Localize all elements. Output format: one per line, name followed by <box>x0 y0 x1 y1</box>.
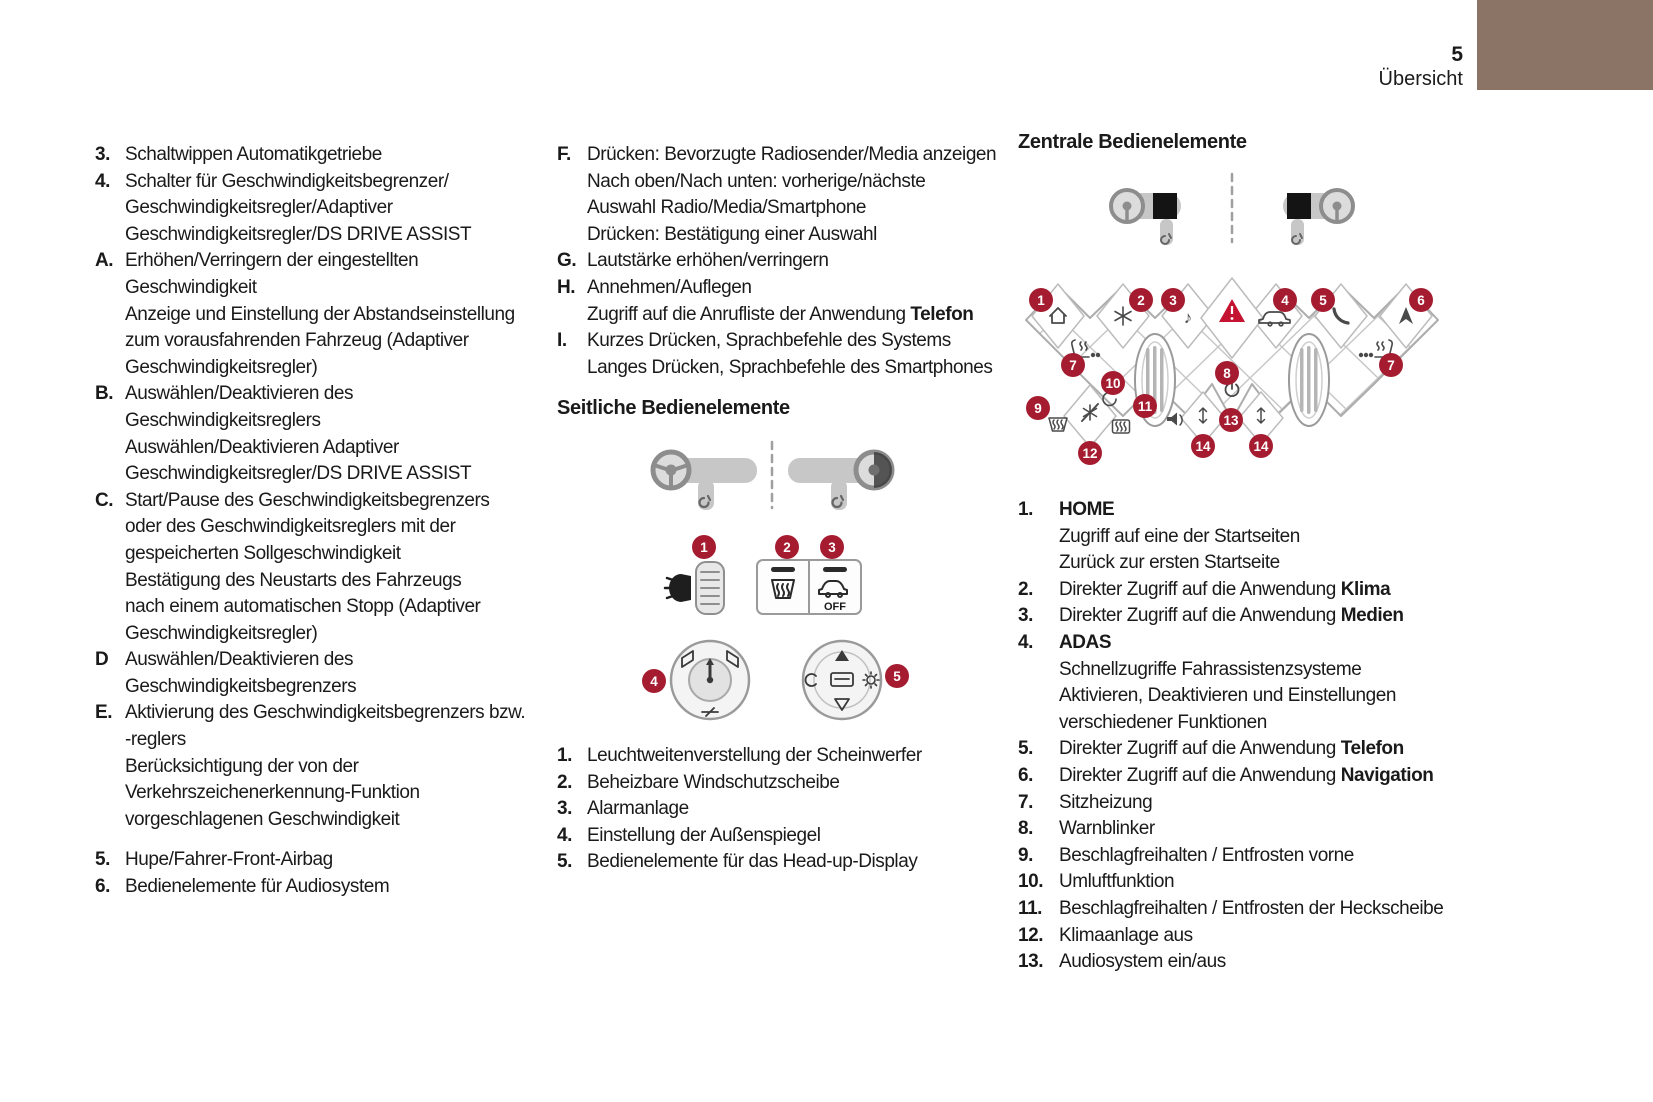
item-label: B. <box>95 383 114 405</box>
steering-wheel-controls-list-2 <box>557 142 1002 381</box>
item-label: F. <box>557 144 571 165</box>
item-label: 1. <box>1018 499 1033 520</box>
side-controls-diagram <box>600 440 945 722</box>
item-label: 4. <box>1018 631 1033 653</box>
list-item <box>1018 790 1488 817</box>
list-item <box>557 770 987 797</box>
list-item <box>557 328 1002 381</box>
corner-color-block <box>1477 0 1653 90</box>
item-text: Direkter Zugriff auf die Anwendung Telefon <box>1059 738 1404 760</box>
list-item <box>95 169 545 249</box>
item-text: Auswählen/Deaktivieren des Geschwindigkeitsreglers Auswählen/Deaktivieren Adaptiver Geschwindigkeitsregler/DS DRIVE ASSIST <box>125 383 472 485</box>
air-vent-icon <box>1289 334 1329 426</box>
right-steering-column-icon <box>1283 190 1353 245</box>
item-label: 3. <box>1018 605 1033 627</box>
item-label: 2. <box>557 771 572 793</box>
list-item <box>1018 923 1488 950</box>
list-item <box>95 700 545 833</box>
page-number: 5 <box>1451 43 1463 66</box>
item-label: 12. <box>1018 924 1044 946</box>
item-text: ADAS Schnellzugriffe Fahrassistenzsysteme Aktivieren, Deaktivieren und Einstellungen verschiedener Funktionen <box>1059 631 1397 733</box>
display-icon <box>1153 193 1177 219</box>
item-text: Bedienelemente für Audiosystem <box>125 876 390 898</box>
item-text: Erhöhen/Verringern der eingestellten Geschwindigkeit Anzeige und Einstellung der Abstandseinstellung zum vorausfahrenden Fahrzeug (Adaptiver Geschwindigkeitsregler) <box>125 250 515 378</box>
diagram-badge: 4 <box>642 669 666 693</box>
diagram-badge: 4 <box>1273 288 1297 312</box>
item-text: Klimaanlage aus <box>1059 924 1193 946</box>
button-slot <box>823 567 847 572</box>
central-controls-heading: Zentrale Bedienelemente <box>1018 131 1247 153</box>
right-steering-column-icon <box>788 452 892 510</box>
item-text: Start/Pause des Geschwindigkeitsbegrenzers oder des Geschwindigkeitsreglers mit der gespeicherten Sollgeschwindigkeit Bestätigung des Neustarts des Fahrzeugs nach einem automatischen Stopp (Adaptiver Geschwindigkeitsregler) <box>125 489 490 644</box>
item-label: 5. <box>557 851 572 873</box>
list-item <box>95 847 545 874</box>
list-item <box>1018 603 1488 630</box>
side-buttons-panel <box>757 560 861 614</box>
list-item <box>557 743 987 770</box>
diagram-badge: 9 <box>1026 396 1050 420</box>
item-text: Beschlagfreihalten / Entfrosten vorne <box>1059 844 1354 866</box>
diagram-badge: 1 <box>1029 288 1053 312</box>
item-text: Direkter Zugriff auf die Anwendung Navigation <box>1059 764 1434 786</box>
list-item <box>1018 763 1488 790</box>
item-text: Hupe/Fahrer-Front-Airbag <box>125 849 333 871</box>
list-item <box>1018 896 1488 923</box>
central-controls-list <box>1018 497 1488 976</box>
list-item <box>1018 497 1488 577</box>
list-item <box>95 874 545 901</box>
diagram-badge: 3 <box>1161 288 1185 312</box>
mirror-adjust-icon <box>671 641 749 719</box>
list-item <box>557 275 1002 328</box>
item-label: D <box>95 649 109 671</box>
steering-wheel-controls-list <box>95 142 545 901</box>
page-header <box>1379 42 1463 92</box>
diagram-badge: 2 <box>775 535 799 559</box>
item-label: 3. <box>557 798 572 820</box>
list-item <box>557 142 1002 248</box>
diagram-badge: 14 <box>1249 434 1273 458</box>
list-item <box>95 381 545 487</box>
list-item <box>557 849 987 876</box>
list-item <box>1018 869 1488 896</box>
hud-control-icon <box>803 641 881 719</box>
item-text: Direkter Zugriff auf die Anwendung Klima <box>1059 578 1391 600</box>
item-label: 13. <box>1018 951 1044 973</box>
list-item <box>95 248 545 381</box>
item-label: 7. <box>1018 791 1033 813</box>
item-text: Beschlagfreihalten / Entfrosten der Heckscheibe <box>1059 897 1444 919</box>
item-text: Leuchtweitenverstellung der Scheinwerfer <box>587 745 922 766</box>
list-item <box>95 142 545 169</box>
list-item <box>1018 816 1488 843</box>
list-item <box>557 248 1002 275</box>
item-text: Audiosystem ein/aus <box>1059 951 1226 973</box>
item-text: Sitzheizung <box>1059 791 1153 813</box>
diagram-badge: 1 <box>692 535 716 559</box>
list-item <box>1018 843 1488 870</box>
item-text: Bedienelemente für das Head-up-Display <box>587 851 918 873</box>
item-text: Einstellung der Außenspiegel <box>587 824 821 846</box>
item-text: Beheizbare Windschutzscheibe <box>587 771 840 793</box>
central-controls-art <box>1013 168 1443 483</box>
left-steering-column-icon <box>653 452 757 510</box>
item-label: E. <box>95 702 113 724</box>
item-text: Warnblinker <box>1059 818 1155 840</box>
side-controls-list <box>557 743 987 876</box>
alarm-off-label: OFF <box>824 601 846 613</box>
item-label: 8. <box>1018 818 1033 840</box>
diagram-badge: 10 <box>1101 371 1125 395</box>
item-label: G. <box>557 250 577 272</box>
diagram-badge: 2 <box>1129 288 1153 312</box>
list-item <box>1018 577 1488 604</box>
item-text: Drücken: Bevorzugte Radiosender/Media anzeigen Nach oben/Nach unten: vorherige/nächste Auswahl Radio/Media/Smartphone Drücken: Bestätigung einer Auswahl <box>587 144 997 245</box>
item-text: Direkter Zugriff auf die Anwendung Medien <box>1059 605 1404 627</box>
item-label: 2. <box>1018 578 1033 600</box>
diagram-badge: 8 <box>1215 361 1239 385</box>
item-label: 1. <box>557 745 572 766</box>
section-title: Übersicht <box>1378 68 1463 90</box>
side-controls-heading: Seitliche Bedienelemente <box>557 397 790 419</box>
item-text: Kurzes Drücken, Sprachbefehle des Systems Langes Drücken, Sprachbefehle des Smartphones <box>587 330 993 378</box>
diagram-badge: 12 <box>1078 441 1102 465</box>
item-text: Lautstärke erhöhen/verringern <box>587 250 829 272</box>
list-item <box>557 823 987 850</box>
button-slot <box>771 567 795 572</box>
item-text: Annehmen/Auflegen Zugriff auf die Anrufliste der Anwendung Telefon <box>587 276 974 325</box>
item-label: 6. <box>1018 764 1033 786</box>
list-item <box>1018 736 1488 763</box>
diagram-badge: 5 <box>885 664 909 688</box>
list-item <box>95 488 545 648</box>
rear-defrost-icon <box>1113 420 1130 433</box>
list-item <box>95 647 545 700</box>
item-text: Alarmanlage <box>587 798 689 820</box>
item-text: Schaltwippen Automatikgetriebe <box>125 144 382 165</box>
item-label: I. <box>557 330 567 352</box>
item-label: 3. <box>95 144 110 165</box>
diagram-badge: 14 <box>1191 434 1215 458</box>
item-label: 11. <box>1018 897 1043 919</box>
item-text: HOME Zugriff auf eine der Startseiten Zurück zur ersten Startseite <box>1059 499 1300 574</box>
item-label: H. <box>557 276 576 298</box>
media-note-icon: ♪ <box>1183 308 1193 327</box>
item-label: 10. <box>1018 871 1044 893</box>
diagram-badge: 6 <box>1409 288 1433 312</box>
item-label: 9. <box>1018 844 1033 866</box>
item-label: C. <box>95 489 114 511</box>
item-text: Auswählen/Deaktivieren des Geschwindigkeitsbegrenzers <box>125 649 357 697</box>
diagram-badge: 3 <box>820 535 844 559</box>
item-label: A. <box>95 250 114 272</box>
diagram-badge: 11 <box>1133 394 1157 418</box>
headlight-leveling-control <box>665 562 724 614</box>
item-label: 5. <box>1018 738 1033 760</box>
item-label: 4. <box>95 170 110 192</box>
item-label: 5. <box>95 849 110 871</box>
list-item <box>557 796 987 823</box>
item-label: 6. <box>95 876 110 898</box>
list-item <box>1018 949 1488 976</box>
diagram-badge: 7 <box>1379 353 1403 377</box>
item-label: 4. <box>557 824 572 846</box>
item-text: Umluftfunktion <box>1059 871 1175 893</box>
front-defrost-icon <box>1049 418 1067 431</box>
list-item <box>1018 630 1488 736</box>
diagram-badge: 13 <box>1219 408 1243 432</box>
item-text: Aktivierung des Geschwindigkeitsbegrenzers bzw. -reglers Berücksichtigung der von der Verkehrszeichenerkennung-Funktion vorgeschlagenen Geschwindigkeit <box>125 702 526 830</box>
diagram-badge: 5 <box>1311 288 1335 312</box>
display-icon <box>1287 193 1311 219</box>
item-text: Schalter für Geschwindigkeitsbegrenzer/ Geschwindigkeitsregler/Adaptiver Geschwindigkeitsregler/DS DRIVE ASSIST <box>125 170 472 245</box>
left-steering-column-icon <box>1111 190 1181 245</box>
central-controls-diagram <box>1013 168 1443 483</box>
diagram-badge: 7 <box>1061 353 1085 377</box>
